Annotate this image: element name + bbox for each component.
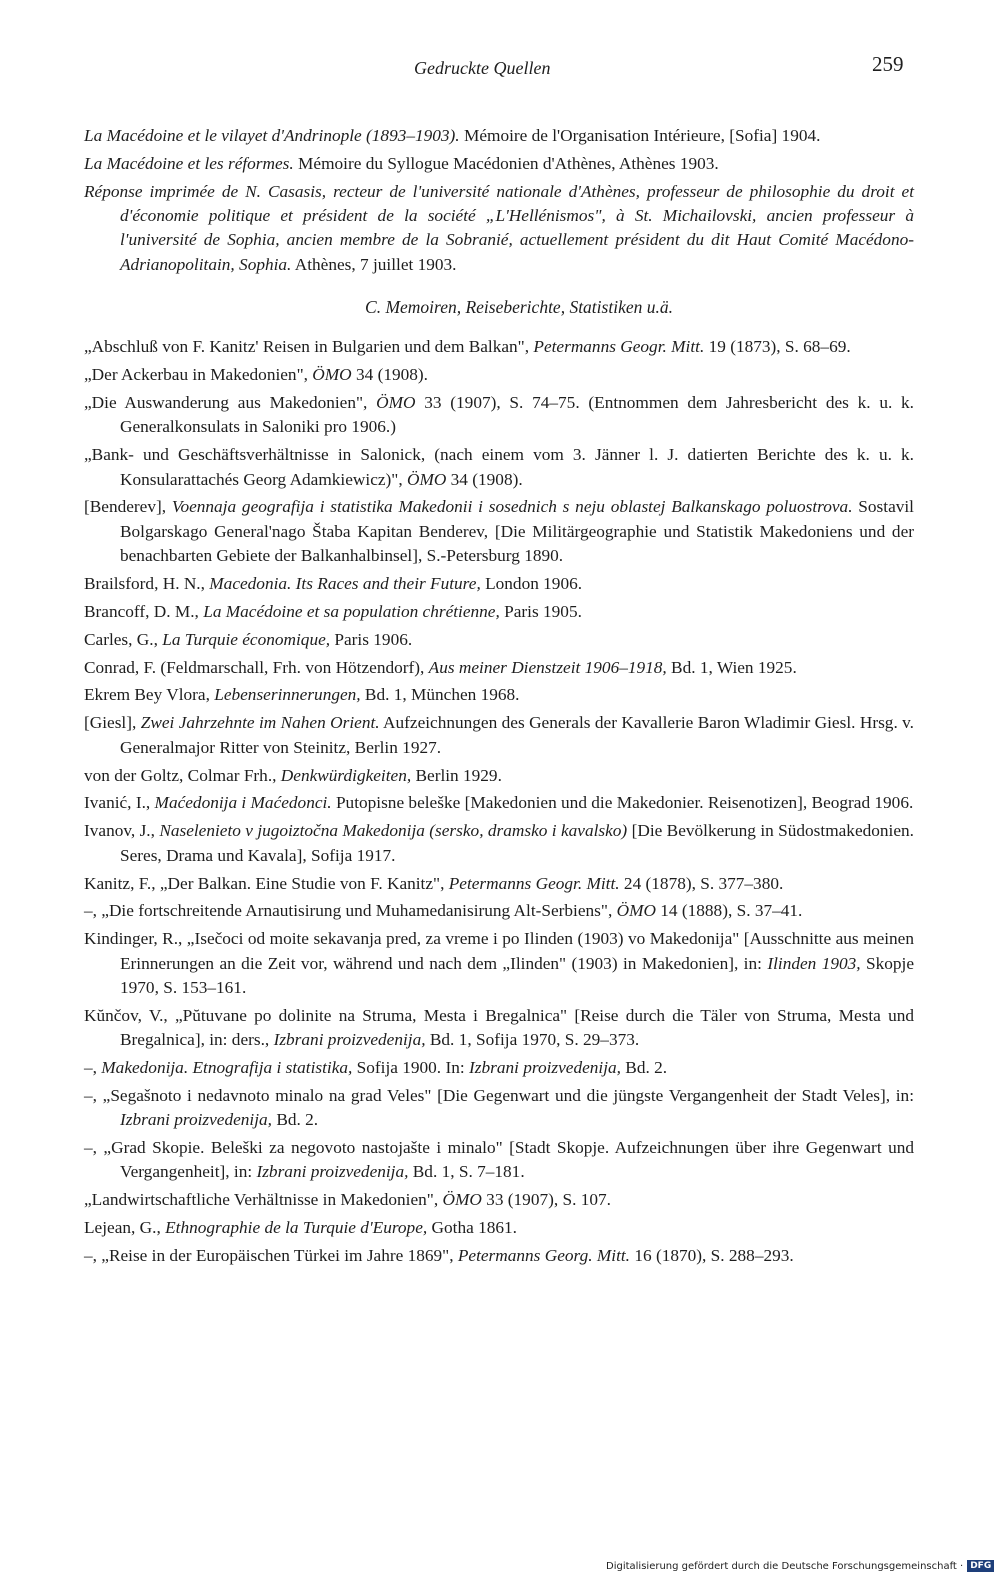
entry-text: „Landwirtschaftliche Verhältnisse in Makedonien",: [84, 1190, 443, 1210]
entry-title: La Macédoine et les réformes.: [84, 153, 294, 173]
entry-text: 16 (1870), S. 288–293.: [630, 1246, 794, 1266]
bibliography-entry: [84, 764, 914, 788]
bibliography-list-memoiren: [84, 335, 914, 1268]
bibliography-entry: [84, 391, 914, 440]
bibliography-entry: [84, 1084, 914, 1133]
entry-text: Sofija 1900. In:: [352, 1057, 469, 1077]
bibliography-entry: [84, 927, 914, 1000]
entry-text: Putopisne beleške [Makedonien und die Makedonier. Reisenotizen], Beograd 1906.: [331, 793, 914, 813]
entry-text: Bd. 1, Sofija 1970, S. 29–373.: [425, 1030, 640, 1050]
entry-text: Carles, G.,: [84, 629, 163, 649]
entry-title: Maćedonija i Maćedonci.: [154, 793, 332, 813]
bibliography-entry: [84, 1136, 914, 1185]
bibliography-entry: [84, 1244, 914, 1268]
bibliography-entry: [84, 1188, 914, 1212]
entry-text: Athènes, 7 juillet 1903.: [291, 254, 457, 274]
bibliography-entry: [84, 683, 914, 707]
entry-text: Paris 1906.: [330, 629, 413, 649]
entry-text: Aufzeichnungen des Generals der Kavallerie Baron Wladimir Giesl. Hrsg. v. Generalmajor Ritter von Steinitz, Berlin 1927.: [120, 713, 914, 757]
entry-text: Bd. 1, München 1968.: [360, 685, 520, 705]
entry-text: Ivanić, I.,: [84, 793, 155, 813]
bibliography-entry: [84, 443, 914, 492]
bibliography-entry: [84, 711, 914, 760]
bibliography-entry: [84, 872, 914, 896]
footer: [606, 1557, 1000, 1575]
entry-title: Izbrani proizvedenija,: [120, 1110, 272, 1130]
entry-text: Ivanov, J.,: [84, 821, 160, 841]
entry-title: Macedonia. Its Races and their Future,: [209, 573, 481, 593]
entry-text: –,: [84, 1057, 102, 1077]
entry-text: Bd. 2.: [620, 1057, 668, 1077]
entry-title: Denkwürdigkeiten,: [280, 765, 412, 785]
entry-title: ÖMO: [406, 469, 447, 489]
page-number: 259: [872, 52, 904, 76]
bibliography-entry: [84, 572, 914, 596]
entry-title: ÖMO: [312, 365, 352, 385]
entry-title: Zwei Jahrzehnte im Nahen Orient.: [140, 713, 380, 733]
bibliography-body: [84, 124, 914, 1272]
entry-title: Naselenieto v jugoiztočna Makedonija (sersko, dramsko i kavalsko): [159, 821, 628, 841]
entry-title: Aus meiner Dienstzeit 1906–1918,: [428, 657, 667, 677]
entry-title: Lebenserinnerungen,: [214, 685, 361, 705]
entry-title: Makedonija. Etnografija i statistika,: [101, 1057, 353, 1077]
running-title: Gedruckte Quellen: [414, 58, 551, 78]
entry-text: London 1906.: [480, 573, 583, 593]
entry-title: ÖMO: [442, 1190, 482, 1210]
bibliography-entry: [84, 180, 914, 277]
entry-text: Skopje 1970, S. 153–161.: [120, 953, 915, 997]
entry-title: ÖMO: [376, 393, 416, 413]
entry-title: ÖMO: [616, 901, 656, 921]
entry-title: Voennaja geografija i statistika Makedonii i sosednich s neju oblastej Balkanskago poluostrova.: [171, 497, 853, 517]
entry-text: [Die Bevölkerung in Südostmakedonien. Seres, Drama und Kavala], Sofija 1917.: [120, 821, 914, 865]
entry-text: Lejean, G.,: [84, 1218, 166, 1238]
bibliography-entry: [84, 656, 914, 680]
entry-text: [Giesl],: [84, 713, 141, 733]
entry-text: Berlin 1929.: [411, 765, 502, 785]
entry-text: [Benderev],: [84, 497, 172, 517]
entry-text: „Der Ackerbau in Makedonien",: [84, 365, 313, 385]
bibliography-entry: [84, 1216, 914, 1240]
entry-text: –, „Die fortschreitende Arnautisirung und Muhamedanisirung Alt-Serbiens",: [84, 901, 617, 921]
entry-title: Petermanns Geogr. Mitt.: [533, 337, 705, 357]
entry-text: Sostavil Bolgarskago General'nago Štaba Kapitan Benderev, [Die Militärgeographie und Statistik Makedoniens und der benachbarten Gebiete der Balkanhalbinsel], S.-Petersburg 1890.: [120, 497, 914, 566]
entry-text: „Bank- und Geschäftsverhältnisse in Salonick, (nach einem vom 3. Jänner l. J. datierten Berichte des k. u. k. Konsularattachés Georg Adamkiewicz)",: [84, 445, 914, 489]
bibliography-entry: [84, 152, 914, 176]
entry-text: „Abschluß von F. Kanitz' Reisen in Bulgarien und dem Balkan",: [84, 337, 534, 357]
entry-text: Mémoire de l'Organisation Intérieure, [Sofia] 1904.: [459, 126, 821, 145]
entry-text: 14 (1888), S. 37–41.: [655, 901, 803, 921]
entry-title: Petermanns Geogr. Mitt.: [448, 873, 620, 893]
entry-title: La Turquie économique,: [162, 629, 331, 649]
entry-text: Bd. 1, S. 7–181.: [408, 1162, 525, 1182]
entry-title: Izbrani proizvedenija,: [468, 1057, 621, 1077]
entry-text: 34 (1908).: [446, 469, 523, 489]
entry-text: Bd. 1, Wien 1925.: [666, 657, 797, 677]
footer-credit: Digitalisierung gefördert durch die Deutsche Forschungsgemeinschaft ·: [606, 1560, 964, 1572]
bibliography-entry: [84, 899, 914, 923]
bibliography-entry: [84, 124, 914, 148]
entry-text: Kŭnčov, V., „Pŭtuvane po dolinite na Struma, Mesta i Bregalnica" [Reise durch die Täler von Struma, Mesta und Bregalnica], in: ders.,: [84, 1005, 914, 1050]
bibliography-entry: [84, 1056, 914, 1080]
entry-text: Conrad, F. (Feldmarschall, Frh. von Hötzendorf),: [84, 657, 429, 677]
entry-text: –, „Reise in der Europäischen Türkei im Jahre 1869",: [84, 1246, 458, 1266]
entry-title: Izbrani proizvedenija,: [273, 1030, 426, 1050]
bibliography-entry: [84, 600, 914, 624]
entry-text: 33 (1907), S. 74–75. (Entnommen dem Jahresbericht des k. u. k. Generalkonsulats in Saloniki pro 1906.): [120, 393, 915, 437]
entry-text: Kindinger, R., „Isečoci od moite sekavanja pred, za vreme i po Ilinden (1903) vo Makedonija" [Ausschnitte aus meinen Erinnerungen an die Zeit vor, während und nach dem „Ilinden" (1903) in Makedonien], in:: [84, 929, 914, 973]
page-header: [0, 50, 1000, 80]
entry-text: Kanitz, F., „Der Balkan. Eine Studie von F. Kanitz",: [84, 873, 449, 893]
entry-text: Gotha 1861.: [427, 1218, 517, 1238]
bibliography-entry: [84, 1004, 914, 1053]
bibliography-entry: [84, 628, 914, 652]
entry-text: Brailsford, H. N.,: [84, 573, 210, 593]
entry-title: La Macédoine et sa population chrétienne,: [203, 601, 500, 621]
entry-text: –, „Segašnoto i nedavnoto minalo na grad Veles" [Die Gegenwart und die jüngste Vergangenheit der Stadt Veles], in:: [84, 1085, 914, 1105]
entry-title: Ilinden 1903,: [767, 953, 861, 973]
entry-text: „Die Auswanderung aus Makedonien",: [84, 393, 377, 413]
entry-text: Bd. 2.: [272, 1110, 319, 1130]
entry-text: 19 (1873), S. 68–69.: [704, 337, 851, 357]
entry-text: Brancoff, D. M.,: [84, 601, 204, 621]
bibliography-list-memoires: [84, 124, 914, 277]
bibliography-entry: [84, 495, 914, 568]
bibliography-entry: [84, 335, 914, 359]
entry-title: Ethnographie de la Turquie d'Europe,: [165, 1218, 428, 1238]
entry-text: 33 (1907), S. 107.: [481, 1190, 611, 1210]
entry-text: Ekrem Bey Vlora,: [84, 685, 215, 705]
entry-text: 34 (1908).: [351, 365, 428, 385]
entry-text: Mémoire du Syllogue Macédonien d'Athènes, Athènes 1903.: [293, 153, 719, 173]
bibliography-entry: [84, 791, 914, 815]
entry-text: 24 (1878), S. 377–380.: [619, 873, 784, 893]
bibliography-entry: [84, 363, 914, 387]
entry-title: Izbrani proizvedenija,: [256, 1162, 409, 1182]
dfg-logo: DFG: [967, 1560, 994, 1572]
entry-title: La Macédoine et le vilayet d'Andrinople (1893–1903).: [84, 126, 460, 145]
section-heading: C. Memoiren, Reiseberichte, Statistiken u.ä.: [365, 296, 673, 317]
entry-title: Petermanns Georg. Mitt.: [457, 1246, 631, 1266]
entry-text: von der Goltz, Colmar Frh.,: [84, 765, 281, 785]
entry-text: Paris 1905.: [499, 601, 582, 621]
bibliography-entry: [84, 819, 914, 868]
entry-text: –, „Grad Skopie. Beleški za negovoto nastojašte i minalo" [Stadt Skopje. Aufzeichnungen über ihre Gegenwart und Vergangenheit], in:: [84, 1138, 914, 1182]
entry-title: Réponse imprimée de N. Casasis, recteur de l'université nationale d'Athènes, professeur de philosophie du droit et d'économie politique et président de la société „L'Hellénismos", à St. Michailovski, ancien professeur à l'université de Sophia, ancien membre de la Sobranié, actuellement président du dit Haut Comité Macédono-Adrianopolitain, Sophia.: [84, 181, 914, 274]
